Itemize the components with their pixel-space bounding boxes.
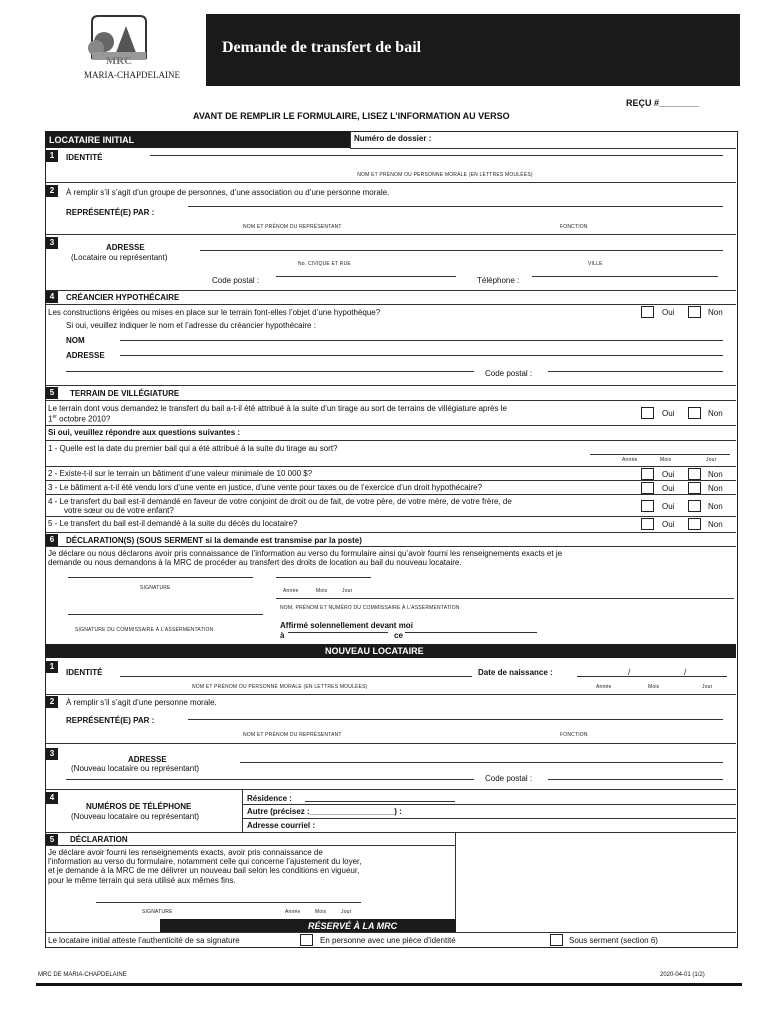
section-number: 1: [46, 661, 58, 673]
rep-function-caption: FONCTION: [560, 732, 588, 738]
rep-name-caption: NOM ET PRÉNOM DU REPRÉSENTANT: [243, 732, 342, 738]
section-number: 5: [46, 387, 58, 399]
declaration-label: DÉCLARATION(S) (SOUS SERMENT si la demande est transmise par la poste): [66, 536, 362, 545]
initial-tenant-header: [45, 131, 350, 148]
month-caption: Mois: [315, 909, 327, 915]
oui-label: Oui: [662, 470, 675, 479]
signature-date-field[interactable]: [276, 577, 371, 578]
si-oui-label: Si oui, veuillez répondre aux questions suivantes :: [48, 428, 241, 437]
lottery-non-checkbox[interactable]: [688, 407, 701, 419]
non-label: Non: [708, 520, 723, 529]
new-group-instructions: À remplir s’il s’agit d’une personne morale.: [66, 698, 217, 707]
creditor-postal-field[interactable]: [548, 371, 723, 372]
new-representative-field[interactable]: [188, 719, 723, 720]
q4-oui-checkbox[interactable]: [641, 500, 654, 512]
commissioner-signature-field[interactable]: [68, 614, 263, 615]
creditor-name-field[interactable]: [120, 340, 723, 341]
year-caption: Année: [596, 684, 612, 690]
year-caption: Année: [622, 457, 638, 463]
footer-rule: [36, 983, 742, 986]
identity-label: IDENTITÉ: [66, 153, 103, 162]
new-address-sub: (Nouveau locataire ou représentant): [71, 764, 200, 773]
month-caption: Mois: [660, 457, 672, 463]
question-2: 2 - Existe-t-il sur le terrain un bâtiment d’une valeur minimale de 10 000 $?: [48, 469, 313, 478]
affirm-date-field[interactable]: [405, 632, 537, 633]
civic-caption: No. CIVIQUE ET RUE: [298, 261, 351, 267]
reserve-header: [160, 919, 456, 932]
oui-label: Oui: [662, 502, 675, 511]
footer-version: 2020-04-01 (1/2): [660, 972, 705, 978]
question-4-line1: 4 - Le transfert du bail est-il demandé en faveur de votre conjoint de droit ou de fait, de votre père, de votre mère, de votre frère, de: [48, 497, 512, 506]
section-number: 1: [46, 150, 58, 162]
email-label: Adresse courriel :: [247, 821, 316, 830]
footer-org: MRC DE MARIA-CHAPDELAINE: [38, 972, 127, 978]
notice-read-verso: AVANT DE REMPLIR LE FORMULAIRE, LISEZ L’INFORMATION AU VERSO: [193, 111, 510, 121]
mortgage-question: Les constructions érigées ou mises en place sur le terrain font-elles l’objet d’une hypothèque?: [48, 308, 381, 317]
new-tenant-header: [45, 644, 736, 658]
q3-non-checkbox[interactable]: [688, 482, 701, 494]
new-postal-label: Code postal :: [485, 774, 533, 783]
new-address-label: ADRESSE: [128, 755, 167, 764]
new-declaration-label: DÉCLARATION: [70, 835, 128, 844]
creditor-address-field[interactable]: [120, 355, 723, 356]
creditor-label: CRÉANCIER HYPOTHÉCAIRE: [66, 293, 180, 302]
commissioner-signature-caption: SIGNATURE DU COMMISSAIRE À L’ASSERMENTATION: [75, 627, 214, 633]
initial-tenant-title: LOCATAIRE INITIAL: [49, 135, 135, 145]
postal-label: Code postal :: [212, 276, 260, 285]
title-banner: [206, 14, 740, 86]
recu-number: REÇU #________: [626, 98, 700, 108]
rep-name-caption: NOM ET PRÉNOM DU REPRÉSENTANT: [243, 224, 342, 230]
villegiature-label: TERRAIN DE VILLÉGIATURE: [70, 389, 180, 398]
oui-label: Oui: [662, 484, 675, 493]
new-declaration-line1: Je déclare avoir fourni les renseignements exacts, avoir pris connaissance de: [48, 848, 323, 857]
residence-field[interactable]: [305, 801, 455, 802]
question-4-line2: votre sœur ou de votre enfant?: [64, 506, 174, 515]
day-caption: Jour: [342, 588, 353, 594]
oui-label: Oui: [662, 308, 675, 317]
non-label: Non: [708, 308, 723, 317]
q2-non-checkbox[interactable]: [688, 468, 701, 480]
q5-oui-checkbox[interactable]: [641, 518, 654, 530]
new-identity-label: IDENTITÉ: [66, 668, 103, 677]
new-address-field-2[interactable]: [66, 779, 474, 780]
mrc-logo: [78, 12, 186, 88]
new-represented-by-label: REPRÉSENTÉ(E) PAR :: [66, 716, 155, 725]
address-field[interactable]: [200, 250, 723, 251]
year-caption: Année: [285, 909, 301, 915]
group-instructions: À remplir s’il s’agit d’un groupe de personnes, d’une association ou d’une personne morale.: [66, 188, 390, 197]
phones-sub: (Nouveau locataire ou représentant): [71, 812, 200, 821]
represented-by-label: REPRÉSENTÉ(E) PAR :: [66, 208, 155, 217]
identity-field[interactable]: [150, 155, 723, 156]
new-tenant-title: NOUVEAU LOCATAIRE: [325, 646, 424, 656]
section-number: 3: [46, 748, 58, 760]
creditor-address-field-2[interactable]: [66, 371, 474, 372]
phones-label: NUMÉROS DE TÉLÉPHONE: [86, 802, 192, 811]
identity-caption: NOM ET PRÉNOM OU PERSONNE MORALE (EN LETTRES MOULÉES): [357, 172, 533, 178]
dob-label: Date de naissance :: [478, 668, 553, 677]
dossier-label: Numéro de dossier :: [354, 134, 432, 143]
address-label: ADRESSE: [106, 243, 145, 252]
section-number: 4: [46, 291, 58, 303]
new-address-field[interactable]: [240, 762, 723, 763]
dob-field[interactable]: [577, 676, 727, 677]
oui-label: Oui: [662, 520, 675, 529]
non-label: Non: [708, 470, 723, 479]
place-field[interactable]: [288, 632, 388, 633]
under-oath-label: Sous serment (section 6): [569, 936, 658, 945]
new-signature-field[interactable]: [96, 902, 361, 903]
new-declaration-line4: pour le même terrain qui sera utilisé aux mêmes fins.: [48, 876, 236, 885]
mortgage-non-checkbox[interactable]: [688, 306, 701, 318]
place-label: à: [280, 631, 285, 640]
logo-mark: MRC: [105, 55, 133, 67]
phone-label: Téléphone :: [477, 276, 520, 285]
in-person-label: En personne avec une pièce d’identité: [320, 936, 456, 945]
rep-function-caption: FONCTION: [560, 224, 588, 230]
affirmation-text: Affirmé solennellement devant moi: [280, 621, 413, 630]
q2-oui-checkbox[interactable]: [641, 468, 654, 480]
month-caption: Mois: [316, 588, 328, 594]
question-5: 5 - Le transfert du bail est-il demandé à la suite du décès du locataire?: [48, 519, 298, 528]
commissioner-name-field[interactable]: [276, 598, 734, 599]
section-number: 2: [46, 185, 58, 197]
new-identity-caption: NOM ET PRÉNOM OU PERSONNE MORALE (EN LETTRES MOULÉES): [192, 684, 368, 690]
signature-field[interactable]: [68, 577, 253, 578]
creditor-name-label: NOM: [66, 336, 85, 345]
section-number: 3: [46, 237, 58, 249]
section-number: 4: [46, 792, 58, 804]
city-caption: VILLE: [588, 261, 603, 267]
question-3: 3 - Le bâtiment a-t-il été vendu lors d’une vente en justice, d’une vente pour taxes ou de l’exercice d’un droit hypothécaire?: [48, 483, 483, 492]
other-phone-label: Autre (précisez :___________________) :: [247, 807, 402, 816]
new-postal-field[interactable]: [548, 779, 723, 780]
month-caption: Mois: [648, 684, 660, 690]
new-declaration-line2: l’information au verso du formulaire, notamment celle qui concerne l’ajustement du loyer,: [48, 857, 362, 866]
attest-label: Le locataire initial atteste l’authenticité de sa signature: [48, 936, 240, 945]
declaration-text-line2: demande ou nous demandons à la MRC de procéder au transfert des droits de location au bail du nouveau locataire.: [48, 558, 462, 567]
lottery-question-line2: 1er octobre 2010?: [48, 414, 111, 424]
lottery-question-line1: Le terrain dont vous demandez le transfert du bail a-t-il été attribué à la suite d’un tirage au sort de terrains de villégiature après le: [48, 404, 507, 413]
section-number: 6: [46, 534, 58, 546]
q3-oui-checkbox[interactable]: [641, 482, 654, 494]
first-lease-date-field[interactable]: [590, 454, 730, 455]
form-title: Demande de transfert de bail: [222, 39, 422, 56]
creditor-instructions: Si oui, veuillez indiquer le nom et l’adresse du créancier hypothécaire :: [66, 321, 316, 330]
reserve-title: RÉSERVÉ À LA MRC: [308, 921, 398, 931]
section-number: 2: [46, 696, 58, 708]
dob-slash: /: [628, 668, 631, 677]
signature-caption: SIGNATURE: [140, 585, 171, 591]
non-label: Non: [708, 502, 723, 511]
postal-field[interactable]: [276, 276, 456, 277]
under-oath-checkbox[interactable]: [550, 934, 563, 946]
creditor-postal-label: Code postal :: [485, 369, 533, 378]
signature-caption: SIGNATURE: [142, 909, 173, 915]
creditor-address-label: ADRESSE: [66, 351, 105, 360]
question-1: 1 - Quelle est la date du premier bail qui a été attribué à la suite du tirage au sort?: [48, 444, 338, 453]
new-identity-field[interactable]: [120, 676, 472, 677]
mortgage-oui-checkbox[interactable]: [641, 306, 654, 318]
day-caption: Jour: [702, 684, 713, 690]
phone-field[interactable]: [532, 276, 718, 277]
non-label: Non: [708, 484, 723, 493]
date-label: ce: [394, 631, 403, 640]
q5-non-checkbox[interactable]: [688, 518, 701, 530]
day-caption: Jour: [706, 457, 717, 463]
new-declaration-line3: et je demande à la MRC de me délivrer un nouveau bail selon les conditions en vigueur,: [48, 866, 360, 875]
oui-label: Oui: [662, 409, 675, 418]
logo-name: MARIA-CHAPDELAINE: [84, 70, 180, 80]
address-sub: (Locataire ou représentant): [71, 253, 168, 262]
q4-non-checkbox[interactable]: [688, 500, 701, 512]
in-person-checkbox[interactable]: [300, 934, 313, 946]
section-number: 5: [46, 834, 58, 846]
residence-label: Résidence :: [247, 794, 292, 803]
year-caption: Année: [283, 588, 299, 594]
declaration-text-line1: Je déclare ou nous déclarons avoir pris connaissance de l’information au verso du formulaire ainsi qu’avoir fourni les renseignements exacts et je: [48, 549, 563, 558]
commissioner-caption: NOM, PRÉNOM ET NUMÉRO DU COMMISSAIRE À L’ASSERMENTATION: [280, 605, 460, 611]
day-caption: Jour: [341, 909, 352, 915]
lottery-oui-checkbox[interactable]: [641, 407, 654, 419]
representative-field[interactable]: [188, 206, 723, 207]
dob-slash: /: [684, 668, 687, 677]
non-label: Non: [708, 409, 723, 418]
